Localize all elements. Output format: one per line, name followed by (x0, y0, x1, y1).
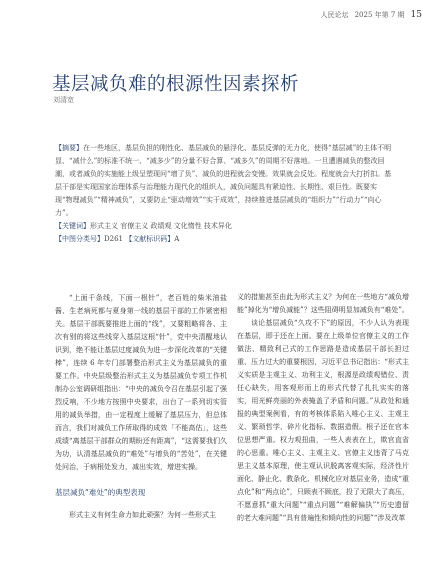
abstract-classification (55, 233, 393, 246)
summary-text: 在一些地区，基层负担的刚性化、基层减负的悬浮化、基层反弹的无力化，使得“基层减”的主体不明显、“减什么”的标准不统一、“减多少”的分量不好合算、“减多久”的周期不好落地。一旦遭遇减负的整改回潮，或者减负的实施能上级呈塑现问“增了负”、减负的进程就会变慢。效果就会反处。程度就会大打折扣。基层干部是实现国家治理体系与治理能力现代化的组织人，减负问题具有紧迫性、长期性、艰巨性。既要实现“物理减负”“精神减负”，又要防止“驱动增效”“实干成效”，持续推进基层减负的“组织力”“行动力”“向心力”。 (55, 144, 392, 217)
body-paragraph: 谈论基层减负“久攻不下”的原因，不少人认为表现在基层，即于还在上面。要在上级单位官僚主义的工作做法、精致利己式的工作思路是造成基层干部长担过重、压力过大的重要根因，习近平总书记指出：“形式主义实质是主观主义、功利主义，根源是政绩观错位、责任心缺失，用客观形而上的形式代替了扎扎实实的落实，用光鲜亮丽的外表掩盖了矛盾和问题。”从政处和通报的典型案例看，有的考核体系陷入唯心主义、主观主义、繁琐哲学、碎片化指标、数据造假。根子还在官本位思想严重。权力观扭曲，一些人表表在上，欺官直省的心思重。唯心主义、主观主义、官僚主义违背了马克思主义基本原理，使主观认识脱离客观实际，经济性片面化、静止化、教条化、机械化应对基层业务，造成“重点化”和“两点论”，只顾表不顾底，投了无限大了高压，不愿意抓“重大问题”“重点问题”“难解偏执”“历史遗留的老大难问题”“具有普遍性和倾向性的问题”“涉及改革 (237, 319, 409, 522)
abstract-block (55, 142, 393, 246)
body-column-left (55, 292, 227, 522)
issue-label: 2025 年第 7 期 (354, 11, 405, 19)
keywords-text: 形式主义 官僚主义 政绩观 文化惰性 技术异化 (90, 222, 232, 230)
body-column-right (237, 291, 409, 525)
running-header (321, 10, 422, 20)
doc-code-value: A (174, 235, 180, 243)
clc-label: 【中图分类号】 (55, 235, 104, 243)
abstract-keywords (55, 220, 393, 233)
body-paragraph: 形式主义有何生命力如此顽强？为何一些形式主 (69, 511, 216, 519)
summary-label: 【摘要】 (55, 144, 83, 152)
journal-name: 人民论坛 (320, 11, 349, 19)
keywords-label: 【关键词】 (55, 222, 90, 230)
author-name: 刘清宽 (53, 96, 74, 104)
page-number: 15 (410, 10, 422, 20)
clc-value: D261 (104, 235, 123, 243)
article-title: 基层减负难的根源性因素探析 (52, 74, 300, 95)
doc-code-label: 【文献标识码】 (125, 235, 175, 243)
section-heading: 基层减负“难处”的典型表现 (55, 488, 146, 497)
abstract-summary (55, 142, 393, 220)
body-paragraph: 义的措施甚至由此为形式主义？为何在一些地方“减负增能”掉化为“增负减能”？这些阻碍明显加减负有“难处”。 (237, 293, 409, 314)
body-paragraph: “上面千条线，下面一根针”，老百姓的柴米油盐酱、生老病死都与夏身第一线的基层干部的工作紧密相关。基层干部既要推进上面的“线”，又要粗略将各、主次有别的将这些线穿入基层这根“针”，党中央清醒地认识到，绝不能让基层过度减负为进一步深化改革的“关键棒”，连续 6 年专门部署整治形式主义为基层减负的重要工作。中央层级整治形式主义为基层减负专项工作机制办公室调研组指出：“中央的减负令召在基层引起了强烈反响，不少地方按照中央要求，出台了一系列切实管用的减负举措，由一定程度上缓解了基层压力，但总体而言，我们对减负工作所取得的成效「不能高估」，这些成绩“离基层干部群众的期盼还有距离”，“这需要我们久为功，认清基层减负的“难处”与增负的“苦处”，在关键处问治，于病根处发力，减出实效，增进实操。 (55, 294, 227, 471)
